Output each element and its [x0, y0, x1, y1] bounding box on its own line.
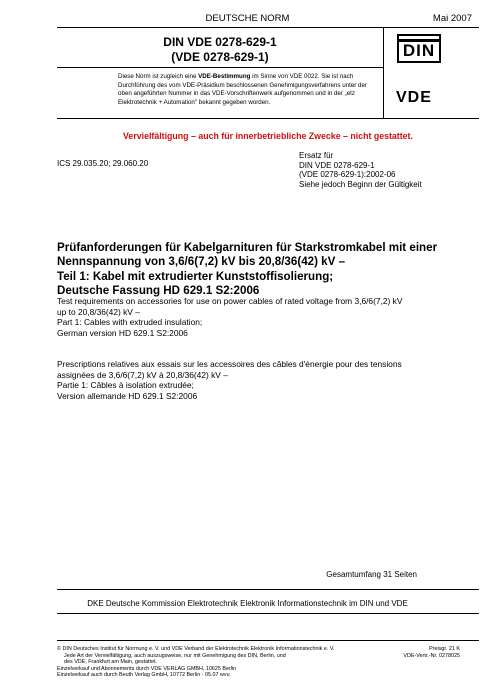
vde-note: [118, 73, 380, 107]
vde-logo: VDE: [396, 89, 432, 106]
vde-number: (VDE 0278-629-1): [171, 50, 269, 64]
title-en-line: German version HD 629.1 S2:2006: [57, 327, 188, 338]
logo-divider: [383, 27, 384, 118]
title-fr-line: Version allemande HD 629.1 S2:2006: [57, 390, 198, 401]
reproduction-warning: Vervielfältigung – auch für innerbetriebliche Zwecke – nicht gestattet.: [123, 131, 413, 141]
note-text-after: im Sinne von VDE 0022. Sie ist nach Durchführung des vom VDE-Präsidium beschlossenen Genehmigungsverfahrens unter der oben angeführten Nummer in das VDE-Vorschriftenwerk aufgenommen und in der „etz Elektrotechnik + Automation" bekannt gegeben worden.: [118, 73, 368, 106]
header-top-rule: [57, 27, 479, 28]
ics-codes: ICS 29.035.20; 29.060.20: [57, 159, 149, 168]
committee-line: DKE Deutsche Kommission Elektrotechnik Elektronik Informationstechnik im DIN und VDE: [87, 599, 408, 608]
number-divider: [57, 67, 383, 68]
title-german: [57, 241, 487, 299]
title-de-line: Deutsche Fassung HD 629.1 S2:2006: [57, 284, 260, 298]
replaces-line: Ersatz für: [299, 151, 334, 160]
total-pages: Gesamtumfang 31 Seiten: [326, 570, 417, 579]
title-fr-line: assignées de 3,6/6(7,2) kV à 20,8/36(42) kV –: [57, 369, 228, 380]
note-bold-text: VDE-Bestimmung: [198, 73, 251, 80]
copyright-line: des VDE, Frankfurt am Main, gestattet.: [64, 659, 158, 666]
title-en-line: up to 20,8/36(42) kV –: [57, 306, 140, 317]
norm-type-label: DEUTSCHE NORM: [205, 13, 290, 24]
din-logo: [397, 34, 441, 63]
copyright-line: Jede Art der Vervielfältigung, auch auszugsweise, nur mit Genehmigung des DIN, Berlin, und: [64, 652, 286, 659]
sales-line: Einzelverkauf und Abonnements durch VDE VERLAG GMBH, 10625 Berlin: [57, 665, 237, 672]
note-text-before: Diese Norm ist zugleich eine: [118, 73, 199, 80]
title-fr-line: Partie 1: Câbles à isolation extrudée;: [57, 380, 194, 391]
title-french: [57, 359, 482, 401]
replaces-line: (VDE 0278-629-1):2002-06: [299, 170, 396, 180]
title-de-line: Nennspannung von 3,6/6(7,2) kV bis 20,8/36(42) kV –: [57, 255, 346, 269]
copyright-block: [57, 646, 387, 679]
title-de-line: Teil 1: Kabel mit extrudierter Kunststoffisolierung;: [57, 269, 334, 283]
sales-line: Einzelverkauf auch durch Beuth Verlag GmbH, 10772 Berlin · 05.07 wvu: [57, 672, 230, 679]
title-english: [57, 296, 482, 338]
title-de-line: Prüfanforderungen für Kabelgarnituren für Starkstromkabel mit einer: [57, 241, 438, 254]
title-en-line: Part 1: Cables with extruded insulation;: [57, 317, 203, 328]
price-block: [403, 646, 460, 659]
replaces-block: [299, 151, 422, 189]
header-bottom-rule: [57, 118, 479, 119]
committee-bottom-rule: [57, 613, 479, 614]
title-en-line: Test requirements on accessories for use on power cables of rated voltage from 3,6/6(7,2) kV: [57, 296, 403, 306]
issue-date: Mai 2007: [432, 13, 472, 24]
din-number: DIN VDE 0278-629-1: [163, 35, 277, 49]
replaces-line: Siehe jedoch Beginn der Gültigkeit: [299, 179, 422, 189]
footer-top-rule: [57, 640, 479, 641]
order-number: VDE-Vertr.-Nr. 0278025: [403, 652, 460, 659]
standard-number: [57, 35, 383, 65]
price-group: Preisgr. 21 K: [429, 646, 460, 652]
copyright-line: © DIN Deutsches Institut für Normung e. V. und VDE Verband der Elektrotechnik Elektronik Informationstechnik e. V.: [57, 646, 335, 652]
committee-top-rule: [57, 589, 479, 590]
din-logo-text: DIN: [402, 41, 436, 60]
replaces-line: DIN VDE 0278-629-1: [299, 160, 375, 170]
title-fr-line: Prescriptions relatives aux essais sur les accessoires des câbles d'énergie pour des tensions: [57, 359, 402, 369]
